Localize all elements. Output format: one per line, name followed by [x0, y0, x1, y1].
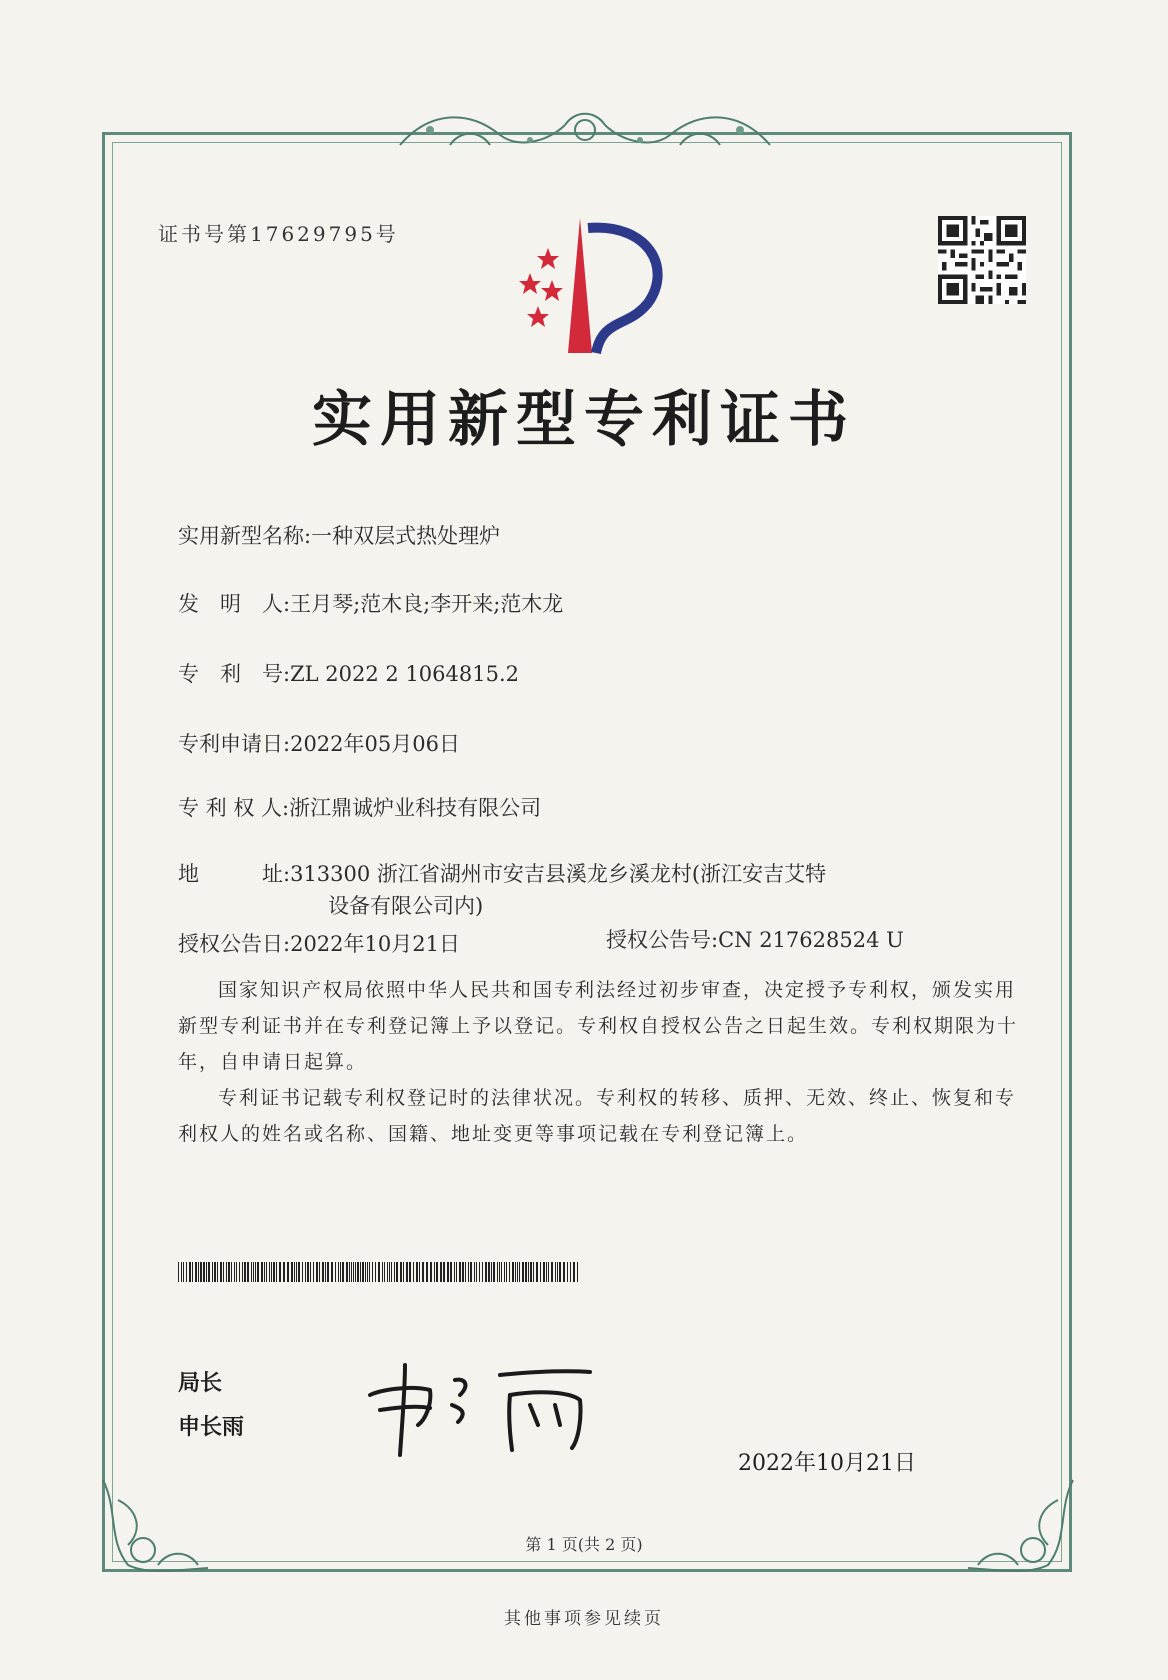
field-grant-number	[606, 924, 904, 954]
field-grant-date	[178, 928, 460, 958]
certificate-title: 实用新型专利证书	[312, 385, 856, 455]
field-address	[178, 858, 826, 888]
field-label: 授权公告号:	[606, 928, 719, 952]
field-label: 专 利 权 人:	[178, 796, 290, 820]
field-address-continued	[328, 890, 483, 920]
field-label: 实用新型名称:	[178, 524, 312, 548]
director-signature-icon	[360, 1350, 600, 1460]
notice-paragraph-2: 专利证书记载专利权登记时的法律状况。专利权的转移、质押、无效、终止、恢复和专利权人的姓名或名称、国籍、地址变更等事项记载在专利登记簿上。	[178, 1087, 1017, 1145]
barcode-icon	[178, 1262, 578, 1282]
field-value: 王月琴;范木良;李开来;范木龙	[290, 592, 564, 616]
field-value: 浙江鼎诚炉业科技有限公司	[289, 796, 542, 820]
certificate-number: 证书号第17629795号	[158, 222, 399, 246]
notice-paragraph-1: 国家知识产权局依照中华人民共和国专利法经过初步审查，决定授予专利权，颁发实用新型专利证书并在专利登记簿上予以登记。专利权自授权公告之日起生效。专利权期限为十年，自申请日起算。	[178, 979, 1019, 1073]
field-patentee	[178, 792, 541, 822]
field-patent-number	[178, 658, 519, 688]
director-title: 局长	[178, 1371, 223, 1396]
field-label: 专利申请日:	[178, 732, 291, 756]
footer-note: 其他事项参见续页	[504, 1609, 664, 1629]
field-value: 设备有限公司内)	[328, 894, 484, 918]
field-filing-date	[178, 728, 460, 758]
page-number: 第 1 页(共 2 页)	[525, 1535, 643, 1554]
corner-ornament-left-icon	[98, 1470, 218, 1580]
cnipa-emblem-icon	[508, 218, 678, 358]
top-ornament-icon	[390, 100, 780, 160]
field-label: 专 利 号:	[178, 662, 291, 686]
issue-date: 2022年10月21日	[738, 1451, 916, 1476]
field-label: 地 址:	[178, 862, 291, 886]
qr-code-icon	[938, 216, 1026, 304]
field-label: 授权公告日:	[178, 932, 291, 956]
field-value: CN 217628524 U	[718, 928, 904, 952]
certificate-notice	[178, 972, 1028, 1152]
field-label: 发 明 人:	[178, 592, 291, 616]
field-inventors	[178, 588, 563, 618]
field-utility-model-name	[178, 520, 500, 550]
director-name: 申长雨	[178, 1415, 245, 1440]
field-value: 2022年05月06日	[290, 732, 460, 756]
field-value: 313300 浙江省湖州市安吉县溪龙乡溪龙村(浙江安吉艾特	[290, 862, 827, 886]
field-value: 一种双层式热处理炉	[311, 524, 501, 548]
field-value: 2022年10月21日	[290, 932, 460, 956]
corner-ornament-right-icon	[958, 1470, 1078, 1580]
field-value: ZL 2022 2 1064815.2	[290, 662, 520, 686]
